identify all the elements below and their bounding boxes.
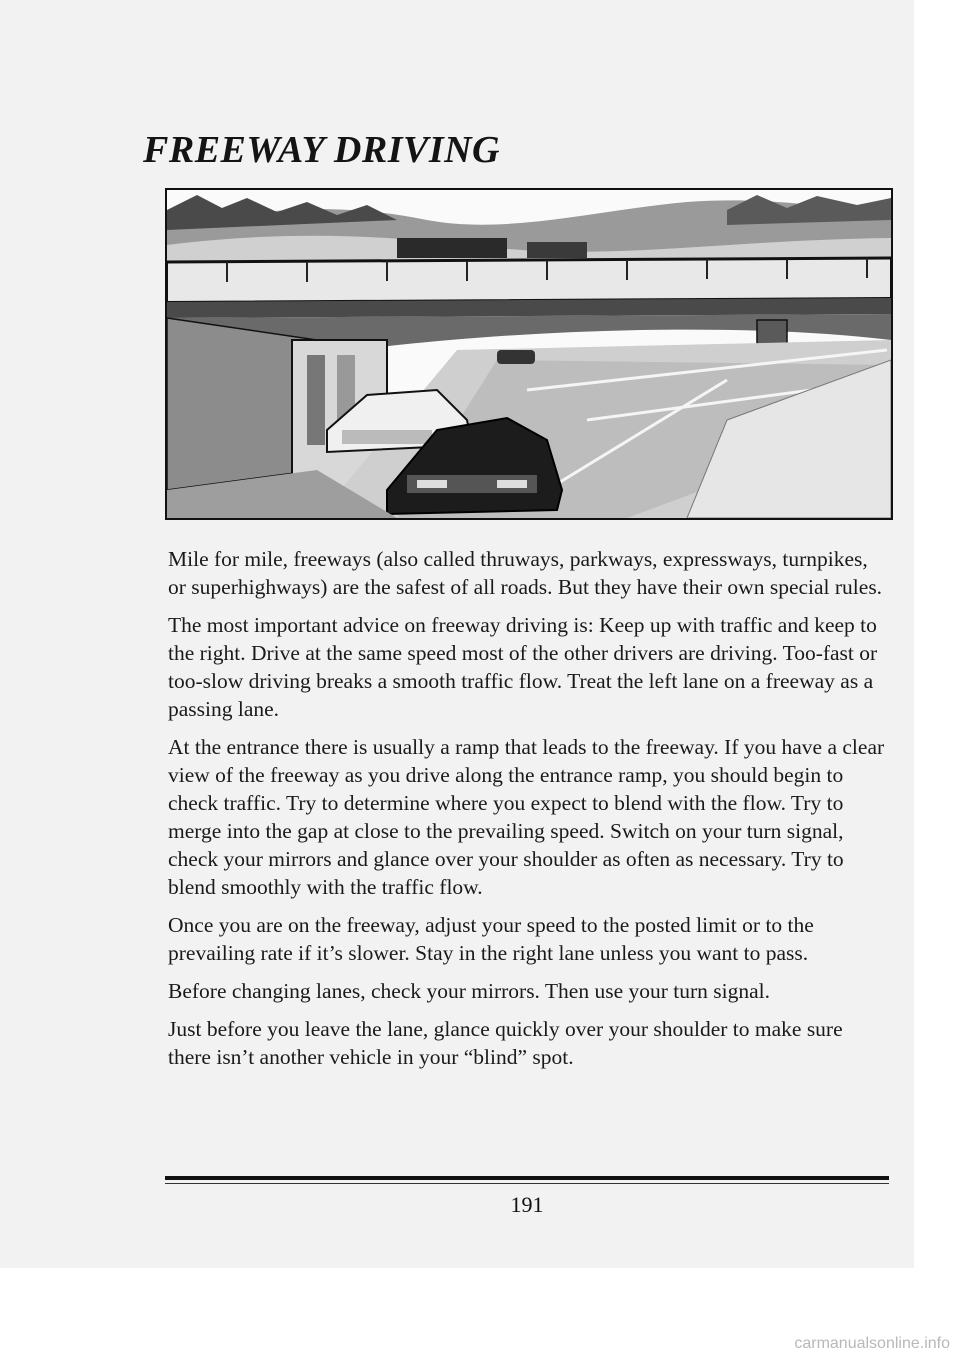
page-title: FREEWAY DRIVING [143,129,500,171]
paragraph: Mile for mile, freeways (also called thruways, parkways, expressways, turnpikes, or superhighways) are the safest of all roads. But they have their own special rules. [168,547,883,599]
paragraph: Just before you leave the lane, glance quickly over your shoulder to make sure there isn’t another vehicle in your “blind” spot. [168,1017,843,1069]
paragraph: Once you are on the freeway, adjust your speed to the posted limit or to the prevailing rate if it’s slower. Stay in the right lane unless you want to pass. [168,913,814,965]
footer-rule-thin [165,1183,889,1184]
watermark: carmanualsonline.info [794,1335,950,1352]
footer-rule [165,1176,889,1180]
body-text [168,545,888,1081]
paragraph: At the entrance there is usually a ramp that leads to the freeway. If you have a clear view of the freeway as you drive along the entrance ramp, you should begin to check traffic. Try to determine where you expect to blend with the flow. Try to merge into the gap at close to the prevailing speed. Switch on your turn signal, check your mirrors and glance over your shoulder as often as necessary. Try to blend smoothly with the traffic flow. [168,735,885,899]
page-number: 191 [510,1192,544,1217]
paragraph: The most important advice on freeway driving is: Keep up with traffic and keep to the right. Drive at the same speed most of the other drivers are driving. Too-fast or too-slow driving breaks a smooth traffic flow. Treat the left lane on a freeway as a passing lane. [168,613,878,721]
freeway-overpass-illustration [165,188,893,520]
paragraph: Before changing lanes, check your mirrors. Then use your turn signal. [168,979,771,1003]
